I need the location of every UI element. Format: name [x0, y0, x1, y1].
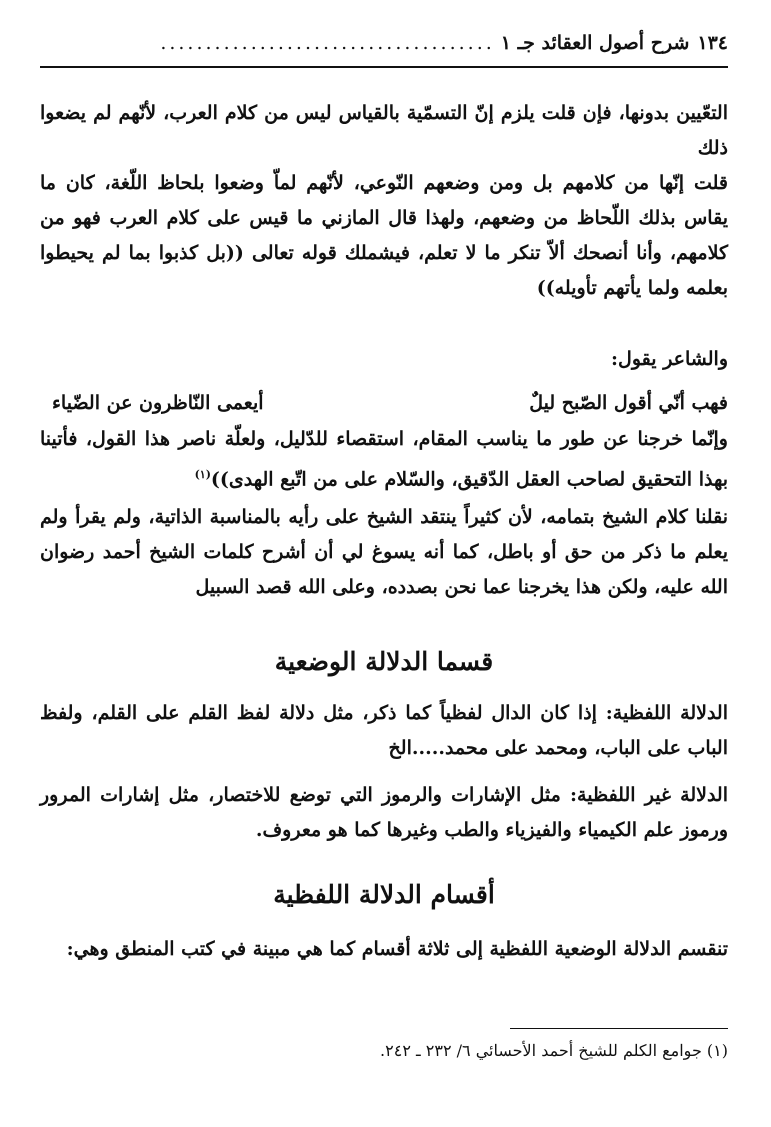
header-dots: ..................................... [160, 32, 495, 54]
header-rule [40, 66, 728, 68]
definition-ghayr-lafziyya: مثل الإشارات والرموز التي توضع للاختصار، مثل إشارات المرور ورموز علم الكيمياء والفيزياء والطب وغيرها كما هو معروف. [40, 784, 728, 841]
paragraph-ghayr-lafziyya [40, 778, 728, 848]
section-heading-wadiyya: قسما الدلالة الوضعية [274, 647, 494, 676]
page-number: ١٣٤ [697, 32, 728, 54]
paragraph-answer: قلت إنّها من كلامهم بل ومن وضعهم النّوعي، لأنّهم لماّ وضعوا بلحاظ اللّغة، كان ما يقاس بذلك اللّحاظ من وضعهم، ولهذا قال المازني ما قيس على كلام العرب فهو من كلامهم، وأنا أنصحك ألاّ تنكر ما لا تعلم، فيشملك قوله تعالى ((بل كذبوا بما لم يحيطوا بعلمه ولما يأتهم تأويله)) [40, 172, 728, 299]
paragraph-conclusion [40, 422, 728, 497]
footnote-rule [510, 1028, 728, 1029]
section-heading-lafziyya: أقسام الدلالة اللفظية [273, 880, 495, 909]
paragraph-objection: التعّيين بدونها، فإن قلت يلزم إنّ التسمّية بالقياس ليس من كلام العرب، لأنّهم لم يضعوا ذلك [40, 102, 728, 159]
paragraph-commentary: نقلنا كلام الشيخ بتمامه، لأن كثيراً ينتقد الشيخ على رأيه بالمناسبة الذاتية، ولم يقرأ ولم يعلم ما ذكر من حق أو باطل، كما أنه يسوغ لي أن أشرح كلمات الشيخ أحمد رضوان الله عليه، ولكن هذا يخرجنا عما نحن بصدده، وعلى الله قصد السبيل [40, 506, 728, 598]
verse-first-hemistich: فهب أنّي أقول الصّبح ليلٌ [529, 392, 728, 414]
paragraph-conclusion-text: وإنّما خرجنا عن طور ما يناسب المقام، استقصاء للدّليل، ولعلّة ناصر هذا القول، فأتينا بهذا التحقيق لصاحب العقل الدّقيق، والسّلام على من اتّبع الهدى)) [40, 428, 728, 491]
book-page [40, 0, 728, 1127]
paragraph-lafziyya [40, 696, 728, 766]
footnote-reference: (١) [194, 468, 211, 481]
definition-lafziyya: إذا كان الدال لفظياً كما ذكر، مثل دلالة لفظ القلم على القلم، ولفظ الباب على الباب، ومحمد على محمد.....الخ [40, 702, 728, 759]
term-lafziyya: الدلالة اللفظية: [605, 702, 728, 724]
term-ghayr-lafziyya: الدلالة غير اللفظية: [570, 784, 728, 806]
page-header [40, 28, 728, 58]
verse-second-hemistich: أيعمى النّاظرون عن الضّياء [52, 392, 264, 414]
paragraph-poet-intro: والشاعر يقول: [611, 348, 728, 370]
footnote: (١) جوامع الكلم للشيخ أحمد الأحسائي ٦/ ٢٣٢ ـ ٢٤٢. [380, 1041, 728, 1060]
poem-verse [40, 386, 728, 421]
paragraph-division: تنقسم الدلالة الوضعية اللفظية إلى ثلاثة أقسام كما هي مبينة في كتب المنطق وهي: [66, 938, 728, 960]
running-title: شرح أصول العقائد جـ ١ [500, 32, 690, 54]
